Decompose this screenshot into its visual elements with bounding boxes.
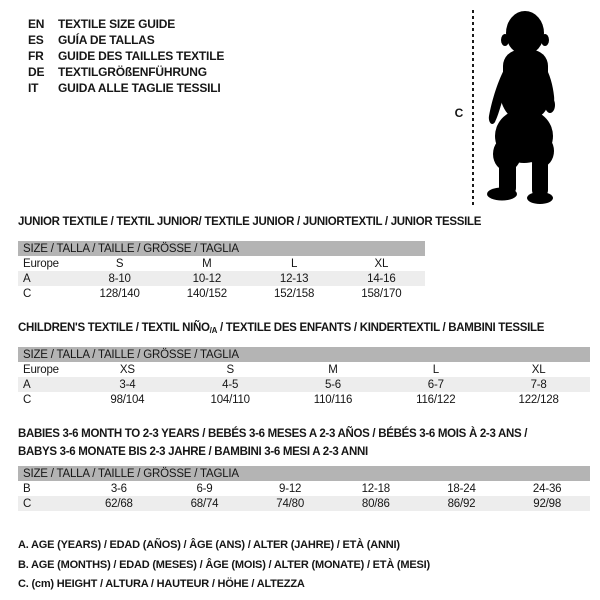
language-title-list bbox=[28, 16, 224, 96]
row-label: C bbox=[23, 393, 32, 406]
toddler-silhouette-icon bbox=[486, 8, 568, 206]
table-cell: 110/116 bbox=[313, 393, 353, 406]
row-label: A bbox=[23, 272, 31, 285]
table-cell: 14-16 bbox=[367, 272, 396, 285]
table-row-europe bbox=[18, 362, 590, 377]
height-measure-label: C bbox=[454, 106, 464, 120]
table-cell: 128/140 bbox=[99, 287, 140, 300]
height-measure-dashed-line bbox=[472, 10, 474, 208]
language-label: GUIDA ALLE TAGLIE TESSILI bbox=[58, 81, 221, 95]
table-cell: 140/152 bbox=[186, 287, 227, 300]
size-header-band: SIZE / TALLA / TAILLE / GRÖSSE / TAGLIA bbox=[18, 466, 590, 481]
table-row-height bbox=[18, 286, 425, 301]
row-label: C bbox=[23, 287, 32, 300]
language-row-fr bbox=[28, 48, 224, 64]
table-cell: 9-12 bbox=[279, 482, 302, 495]
section-title-junior: JUNIOR TEXTILE / TEXTIL JUNIOR/ TEXTILE JUNIOR / JUNIORTEXTIL / JUNIOR TESSILE bbox=[18, 216, 482, 228]
table-cell: 12-13 bbox=[279, 272, 309, 285]
table-cell: 74/80 bbox=[276, 497, 305, 510]
table-cell: L bbox=[432, 363, 439, 376]
footnote-b: B. AGE (MONTHS) / EDAD (MESES) / ÂGE (MOIS) / ALTER (MONATE) / ETÀ (MESI) bbox=[18, 558, 430, 571]
section-title-babies bbox=[18, 425, 578, 461]
table-cell: XL bbox=[374, 257, 389, 270]
table-cell: 18-24 bbox=[447, 482, 476, 495]
footnote-a: A. AGE (YEARS) / EDAD (AÑOS) / ÂGE (ANS) / ALTER (JAHRE) / ETÀ (ANNI) bbox=[18, 539, 400, 551]
table-cell: XL bbox=[531, 363, 546, 376]
language-code: FR bbox=[28, 49, 44, 63]
footnote-c: C. (cm) HEIGHT / ALTURA / HAUTEUR / HÖHE / ALTEZZA bbox=[18, 578, 305, 590]
table-cell: 12-18 bbox=[361, 482, 390, 495]
table-row-height bbox=[18, 496, 590, 511]
table-cell: 6-9 bbox=[196, 482, 213, 495]
language-label: TEXTILGRÖßENFÜHRUNG bbox=[58, 65, 207, 79]
table-cell: 24-36 bbox=[532, 482, 562, 495]
row-label: Europe bbox=[23, 257, 59, 270]
language-label: GUÍA DE TALLAS bbox=[58, 33, 155, 47]
table-cell: L bbox=[291, 257, 298, 270]
table-cell: 80/86 bbox=[361, 497, 390, 510]
table-cell: 4-5 bbox=[222, 378, 239, 391]
row-label: C bbox=[23, 497, 32, 510]
table-cell: 152/158 bbox=[274, 287, 315, 300]
table-cell: 122/128 bbox=[518, 393, 559, 406]
table-cell: 98/104 bbox=[110, 393, 145, 406]
title-subscript: /A bbox=[209, 326, 218, 335]
table-cell: 5-6 bbox=[324, 378, 341, 391]
language-code: EN bbox=[28, 17, 45, 31]
babies-size-table bbox=[18, 466, 590, 511]
title-line-2: BABYS 3-6 MONATE BIS 2-3 JAHRE / BAMBINI 3-6 MESI A 2-3 ANNI bbox=[18, 446, 368, 458]
table-cell: XS bbox=[119, 363, 135, 376]
table-cell: M bbox=[202, 257, 212, 270]
table-cell: 62/68 bbox=[104, 497, 133, 510]
table-cell: 7-8 bbox=[530, 378, 547, 391]
table-cell: 3-4 bbox=[119, 378, 136, 391]
table-cell: 116/122 bbox=[416, 393, 456, 406]
table-cell: 104/110 bbox=[210, 393, 250, 406]
table-row-age bbox=[18, 377, 590, 392]
table-row-height bbox=[18, 392, 590, 407]
table-cell: 6-7 bbox=[427, 378, 444, 391]
table-cell: 10-12 bbox=[192, 272, 222, 285]
language-row-es bbox=[28, 32, 224, 48]
footnote-legend bbox=[18, 536, 430, 595]
title-text: / TEXTILE DES ENFANTS / KINDERTEXTIL / BAMBINI TESSILE bbox=[217, 322, 545, 334]
table-row-age-months bbox=[18, 481, 590, 496]
language-row-de bbox=[28, 64, 224, 80]
row-label: A bbox=[23, 378, 31, 391]
table-cell: 8-10 bbox=[108, 272, 131, 285]
title-text: CHILDREN'S TEXTILE / TEXTIL NIÑO bbox=[18, 322, 210, 334]
size-header-band: SIZE / TALLA / TAILLE / GRÖSSE / TAGLIA bbox=[18, 241, 425, 256]
table-cell: M bbox=[328, 363, 338, 376]
section-title-children bbox=[18, 319, 544, 340]
table-cell: 158/170 bbox=[361, 287, 402, 300]
table-cell: 86/92 bbox=[447, 497, 476, 510]
table-cell: S bbox=[115, 257, 124, 270]
junior-size-table bbox=[18, 241, 425, 301]
row-label: B bbox=[23, 482, 31, 495]
table-cell: 68/74 bbox=[190, 497, 219, 510]
language-label: TEXTILE SIZE GUIDE bbox=[58, 17, 176, 31]
size-header-band: SIZE / TALLA / TAILLE / GRÖSSE / TAGLIA bbox=[18, 347, 590, 362]
table-cell: S bbox=[226, 363, 234, 376]
row-label: Europe bbox=[23, 363, 59, 376]
language-label: GUIDE DES TAILLES TEXTILE bbox=[58, 49, 225, 63]
table-cell: 3-6 bbox=[110, 482, 127, 495]
language-code: ES bbox=[28, 33, 44, 47]
table-row-europe bbox=[18, 256, 425, 271]
language-row-it bbox=[28, 80, 224, 96]
children-size-table bbox=[18, 347, 590, 407]
language-code: IT bbox=[28, 81, 39, 95]
table-cell: 92/98 bbox=[533, 497, 562, 510]
table-row-age bbox=[18, 271, 425, 286]
language-code: DE bbox=[28, 65, 45, 79]
language-row-en bbox=[28, 16, 224, 32]
title-line-1: BABIES 3-6 MONTH TO 2-3 YEARS / BEBÉS 3-6 MESES A 2-3 AÑOS / BÉBÉS 3-6 MOIS À 2-3 ANS / bbox=[18, 428, 528, 440]
